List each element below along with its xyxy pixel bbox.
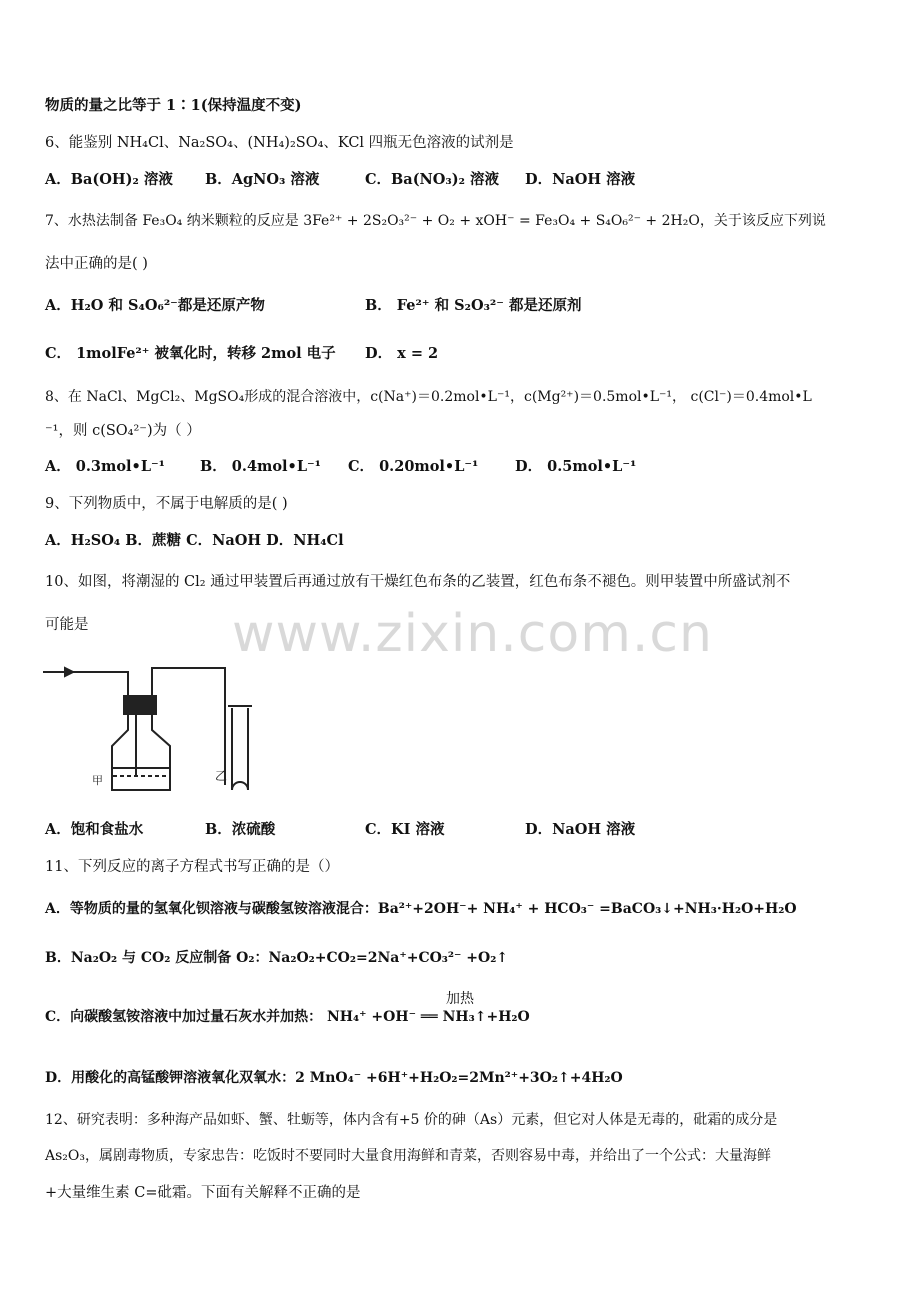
question-11-option-a: A．等物质的量的氢氧化钡溶液与碳酸氢铵溶液混合：Ba²⁺+2OH⁻+ NH₄⁺ + HCO₃⁻ =BaCO₃↓+NH₃·H₂O+H₂O xyxy=(45,901,797,917)
question-12-cont2: +大量维生素 C=砒霜。下面有关解释不正确的是 xyxy=(45,1185,361,1201)
question-12: 12、研究表明：多种海产品如虾、蟹、牡蛎等，体内含有+5 价的砷（As）元素，但它对人体是无毒的，砒霜的成分是 xyxy=(45,1112,778,1128)
option-b: B． Fe²⁺ 和 S₂O₃²⁻ 都是还原剂 xyxy=(365,297,582,314)
question-10: 10、如图，将潮湿的 Cl₂ 通过甲装置后再通过放有干燥红色布条的乙装置，红色布条不褪色。则甲装置中所盛试剂不 xyxy=(45,574,791,590)
reaction-condition: 加热 xyxy=(446,991,474,1007)
question-7-options-ab xyxy=(45,296,745,316)
option-d: D． x = 2 xyxy=(365,345,439,362)
question-8-cont: ⁻¹，则 c(SO₄²⁻)为（ ） xyxy=(45,423,201,439)
option-b: B．AgNO₃ 溶液 xyxy=(205,171,320,188)
question-11-option-b: B．Na₂O₂ 与 CO₂ 反应制备 O₂：Na₂O₂+CO₂=2Na⁺+CO₃²⁻ +O₂↑ xyxy=(45,950,509,966)
watermark: www.zixin.com.cn xyxy=(232,604,713,664)
question-10-cont: 可能是 xyxy=(45,617,89,633)
question-9-options: A．H₂SO₄ B．蔗糖 C．NaOH D．NH₄Cl xyxy=(45,532,344,549)
option-b: B．浓硫酸 xyxy=(205,821,276,838)
question-11-option-d: D．用酸化的高锰酸钾溶液氧化双氧水：2 MnO₄⁻ +6H⁺+H₂O₂=2Mn²⁺+3O₂↑+4H₂O xyxy=(45,1070,623,1086)
question-11: 11、下列反应的离子方程式书写正确的是（） xyxy=(45,859,339,875)
option-a: A．H₂O 和 S₄O₆²⁻都是还原产物 xyxy=(45,297,265,314)
option-a: A．饱和食盐水 xyxy=(45,821,144,838)
question-9: 9、下列物质中，不属于电解质的是( ) xyxy=(45,496,288,512)
option-d: D．NaOH 溶液 xyxy=(525,171,636,188)
option-a: A．Ba(OH)₂ 溶液 xyxy=(45,171,173,188)
question-7-options-cd xyxy=(45,344,745,364)
question-6: 6、能鉴别 NH₄Cl、Na₂SO₄、(NH₄)₂SO₄、KCl 四瓶无色溶液的试剂是 xyxy=(45,135,514,151)
question-8: 8、在 NaCl、MgCl₂、MgSO₄形成的混合溶液中，c(Na⁺)＝0.2mol•L⁻¹，c(Mg²⁺)＝0.5mol•L⁻¹， c(Cl⁻)＝0.4mol•L xyxy=(45,389,812,405)
option-d: D．NaOH 溶液 xyxy=(525,821,636,838)
question-11-option-c: C．向碳酸氢铵溶液中加过量石灰水并加热： NH₄⁺ +OH⁻ ══ NH₃↑+H₂O xyxy=(45,1009,530,1025)
question-7-cont: 法中正确的是( ) xyxy=(45,256,148,272)
question-10-options xyxy=(45,820,745,840)
option-c: C．KI 溶液 xyxy=(365,821,445,838)
label-jia: 甲 xyxy=(92,774,103,787)
question-6-options xyxy=(45,170,745,190)
option-a: A． 0.3mol•L⁻¹ xyxy=(45,458,166,475)
question-12-cont: As₂O₃，属剧毒物质，专家忠告：吃饭时不要同时大量食用海鲜和青菜，否则容易中毒，并给出了一个公式：大量海鲜 xyxy=(45,1148,771,1164)
text-line: 物质的量之比等于 1∶1(保持温度不变) xyxy=(45,97,302,114)
label-yi: 乙 xyxy=(215,769,228,783)
apparatus-diagram xyxy=(40,660,290,800)
option-c: C． 1molFe²⁺ 被氧化时，转移 2mol 电子 xyxy=(45,345,336,362)
question-8-options xyxy=(45,457,745,477)
option-b: B． 0.4mol•L⁻¹ xyxy=(200,458,322,475)
option-c: C． 0.20mol•L⁻¹ xyxy=(348,458,479,475)
option-d: D． 0.5mol•L⁻¹ xyxy=(515,458,637,475)
option-c: C．Ba(NO₃)₂ 溶液 xyxy=(365,171,500,188)
question-7: 7、水热法制备 Fe₃O₄ 纳米颗粒的反应是 3Fe²⁺ + 2S₂O₃²⁻ + O₂ + xOH⁻ = Fe₃O₄ + S₄O₆²⁻ + 2H₂O，关于该反应下列说 xyxy=(45,213,826,229)
